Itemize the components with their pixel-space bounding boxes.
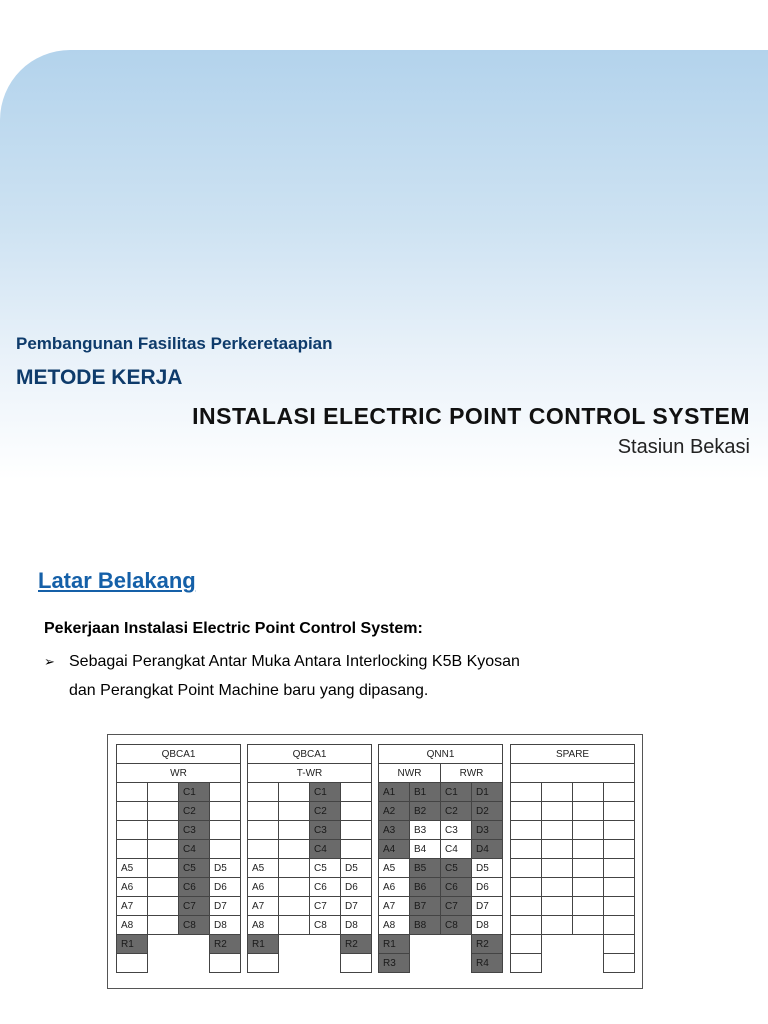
terminal-cell: R2	[472, 935, 503, 954]
terminal-cell: C1	[179, 783, 210, 802]
terminal-cell: A5	[248, 859, 279, 878]
terminal-cell: C5	[179, 859, 210, 878]
panel-subtitle: T-WR	[248, 764, 372, 783]
terminal-cell: R2	[341, 935, 372, 954]
organization-label: Pembangunan Fasilitas Perkeretaapian	[16, 334, 333, 353]
panel-title: QBCA1	[248, 745, 372, 764]
terminal-cell: A8	[379, 916, 410, 935]
terminal-cell: A2	[379, 802, 410, 821]
terminal-cell: C4	[441, 840, 472, 859]
terminal-cell: C7	[441, 897, 472, 916]
terminal-cell: D5	[210, 859, 241, 878]
panel-title: QNN1	[379, 745, 503, 764]
terminal-cell: C6	[441, 878, 472, 897]
terminal-cell: D8	[210, 916, 241, 935]
terminal-cell: B7	[410, 897, 441, 916]
panel-subtitle: WR	[117, 764, 241, 783]
panel-spare	[510, 744, 635, 973]
terminal-cell: A4	[379, 840, 410, 859]
terminal-cell: A8	[248, 916, 279, 935]
terminal-cell: C7	[179, 897, 210, 916]
panel-title: QBCA1	[117, 745, 241, 764]
terminal-cell: A1	[379, 783, 410, 802]
panel-subtitle: NWR	[379, 764, 441, 783]
terminal-cell: A6	[248, 878, 279, 897]
terminal-cell: C4	[310, 840, 341, 859]
terminal-panel-diagram	[107, 734, 643, 989]
terminal-cell: D4	[472, 840, 503, 859]
terminal-cell: D7	[210, 897, 241, 916]
section-heading: Latar Belakang	[38, 568, 196, 593]
terminal-cell: A5	[379, 859, 410, 878]
terminal-cell: C1	[310, 783, 341, 802]
terminal-cell: C3	[310, 821, 341, 840]
terminal-cell: A7	[248, 897, 279, 916]
terminal-cell: R1	[379, 935, 410, 954]
terminal-cell: C7	[310, 897, 341, 916]
terminal-cell: D1	[472, 783, 503, 802]
terminal-cell: C2	[441, 802, 472, 821]
terminal-cell: B1	[410, 783, 441, 802]
terminal-cell: R1	[117, 935, 148, 954]
terminal-cell: C8	[179, 916, 210, 935]
terminal-cell: B5	[410, 859, 441, 878]
terminal-cell: A8	[117, 916, 148, 935]
terminal-cell: D5	[472, 859, 503, 878]
panel-qnn1	[378, 744, 503, 973]
panel-qbca1-wr	[116, 744, 241, 973]
terminal-cell: D7	[341, 897, 372, 916]
terminal-cell: R1	[248, 935, 279, 954]
terminal-cell: C1	[441, 783, 472, 802]
document-subtitle: Stasiun Bekasi	[617, 436, 750, 458]
terminal-cell: D2	[472, 802, 503, 821]
terminal-cell: C6	[310, 878, 341, 897]
terminal-cell: C5	[310, 859, 341, 878]
terminal-cell: D7	[472, 897, 503, 916]
terminal-cell: A6	[117, 878, 148, 897]
terminal-cell: C2	[310, 802, 341, 821]
terminal-cell: C4	[179, 840, 210, 859]
panel-qbca1-twr	[247, 744, 372, 973]
terminal-cell: B8	[410, 916, 441, 935]
terminal-cell: B2	[410, 802, 441, 821]
terminal-cell: C5	[441, 859, 472, 878]
terminal-cell: B3	[410, 821, 441, 840]
terminal-cell: A7	[379, 897, 410, 916]
terminal-cell: D6	[210, 878, 241, 897]
terminal-cell: B4	[410, 840, 441, 859]
bullet-line: Sebagai Perangkat Antar Muka Antara Interlocking K5B Kyosan	[69, 653, 520, 670]
terminal-cell: C3	[179, 821, 210, 840]
terminal-cell: D8	[472, 916, 503, 935]
terminal-cell: C2	[179, 802, 210, 821]
terminal-cell: A6	[379, 878, 410, 897]
terminal-cell: A5	[117, 859, 148, 878]
terminal-cell: B6	[410, 878, 441, 897]
terminal-cell: D6	[341, 878, 372, 897]
terminal-cell: C8	[441, 916, 472, 935]
panel-subtitle: RWR	[441, 764, 503, 783]
terminal-cell: C3	[441, 821, 472, 840]
bullet-item	[44, 647, 664, 705]
document-title: INSTALASI ELECTRIC POINT CONTROL SYSTEM	[192, 403, 750, 429]
terminal-cell: R4	[472, 954, 503, 973]
terminal-cell: D3	[472, 821, 503, 840]
terminal-cell: C8	[310, 916, 341, 935]
terminal-cell: A3	[379, 821, 410, 840]
terminal-cell: A7	[117, 897, 148, 916]
arrow-bullet-icon: ➢	[44, 654, 55, 669]
terminal-cell: D8	[341, 916, 372, 935]
intro-heading: Pekerjaan Instalasi Electric Point Control System:	[44, 620, 423, 637]
terminal-cell: R3	[379, 954, 410, 973]
terminal-cell: R2	[210, 935, 241, 954]
terminal-cell: D5	[341, 859, 372, 878]
document-type: METODE KERJA	[16, 366, 183, 389]
terminal-cell: D6	[472, 878, 503, 897]
bullet-line: dan Perangkat Point Machine baru yang dipasang.	[69, 682, 429, 699]
terminal-cell: C6	[179, 878, 210, 897]
panel-title: SPARE	[511, 745, 635, 764]
